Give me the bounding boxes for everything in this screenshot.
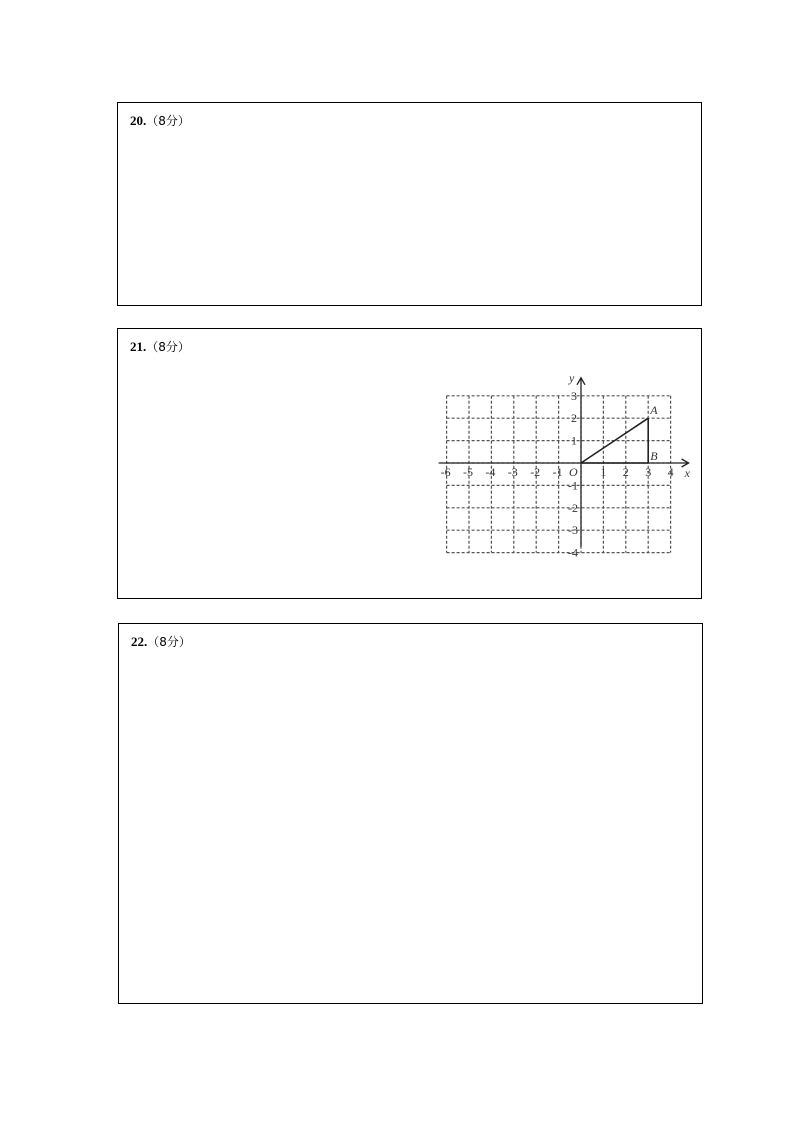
- question-score: （8分）: [147, 635, 191, 649]
- point-label: B: [650, 449, 658, 463]
- y-tick-label: -2: [568, 500, 578, 515]
- question-score: （8分）: [146, 114, 190, 128]
- x-tick-label: -4: [485, 465, 496, 479]
- x-tick-label: -6: [440, 465, 451, 479]
- y-tick-label: 1: [571, 433, 577, 448]
- answer-box-22: [118, 623, 703, 1004]
- question-number: 20.: [130, 113, 147, 128]
- y-tick-label: -3: [568, 523, 578, 538]
- x-tick-label: 2: [622, 465, 629, 479]
- question-score: （8分）: [146, 340, 190, 354]
- origin-label: O: [569, 465, 578, 479]
- x-tick-label: 4: [667, 465, 674, 479]
- point-label: A: [650, 403, 658, 418]
- x-axis-label: x: [684, 466, 690, 480]
- x-tick-label: -1: [552, 465, 563, 479]
- question-number: 21.: [130, 339, 147, 354]
- question-label-21: [130, 338, 190, 355]
- question-label-20: [130, 112, 190, 129]
- x-tick-label: -2: [530, 465, 541, 479]
- y-tick-label: -1: [568, 478, 578, 493]
- x-tick-label: 3: [645, 465, 652, 479]
- question-number: 22.: [131, 634, 148, 649]
- answer-box-20: [117, 102, 702, 306]
- question-label-22: [131, 633, 191, 650]
- y-axis-label: y: [569, 370, 575, 385]
- x-tick-label: -3: [507, 465, 518, 479]
- x-tick-label: -5: [463, 465, 473, 479]
- x-tick-label: 1: [600, 465, 607, 479]
- coordinate-grid-figure: [440, 370, 690, 565]
- y-tick-label: 2: [571, 411, 577, 426]
- y-tick-label: -4: [568, 545, 578, 560]
- y-tick-label: 3: [571, 388, 577, 403]
